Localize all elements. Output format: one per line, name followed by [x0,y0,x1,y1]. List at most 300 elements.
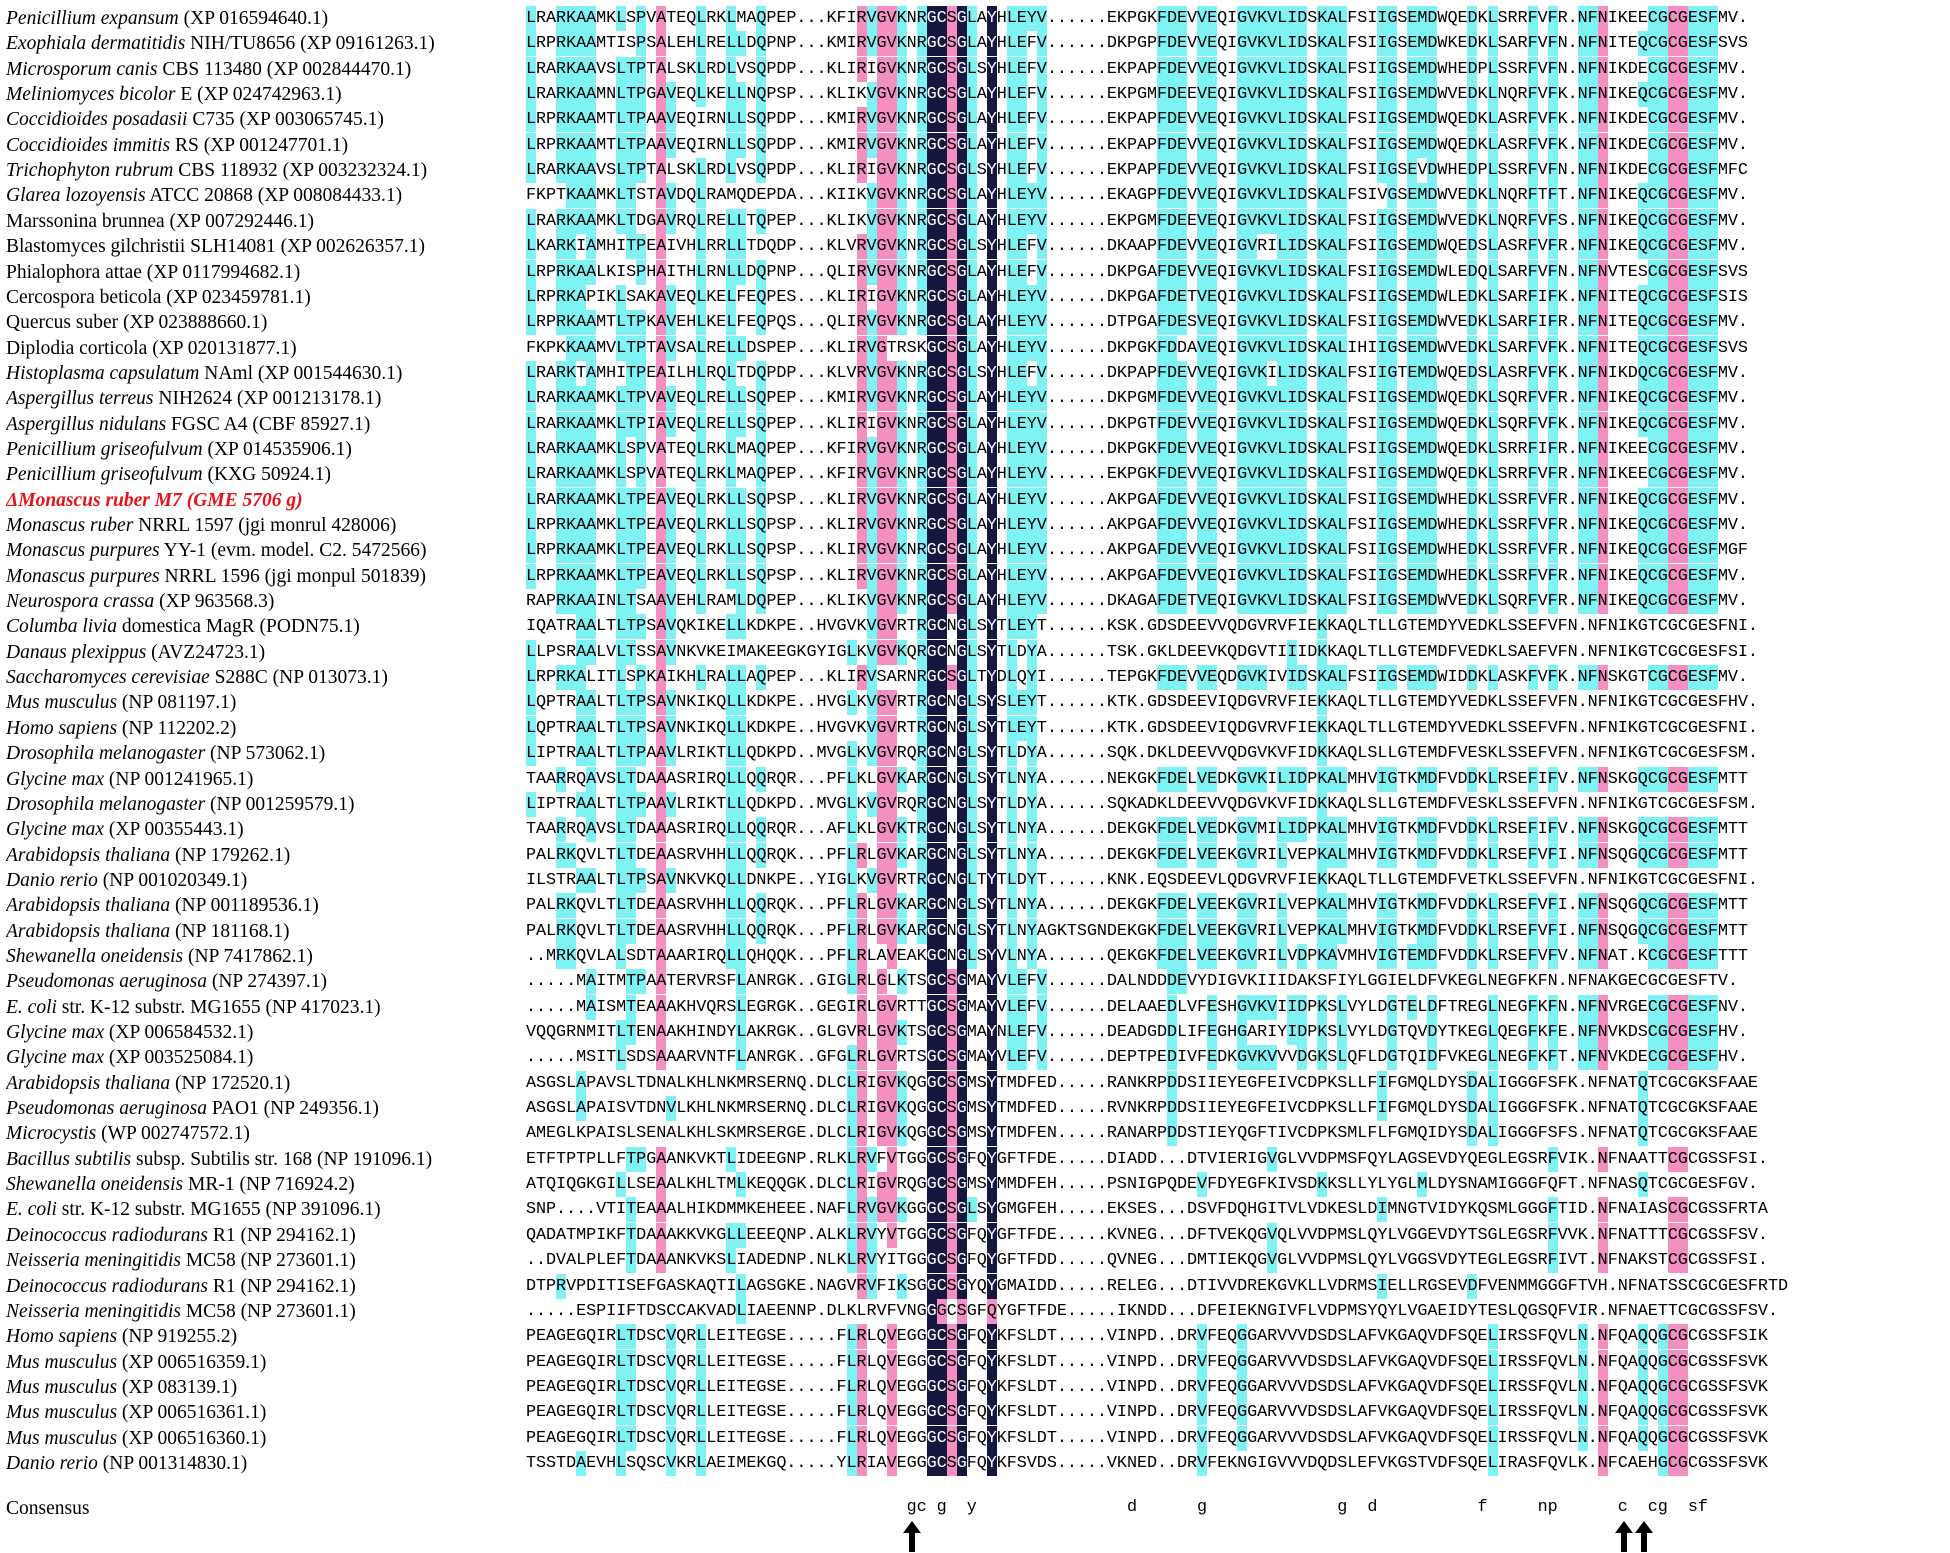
residue: W [1437,34,1448,54]
residue: . [1086,186,1097,206]
residue: C [937,57,947,82]
residue: Q [536,718,547,738]
residue: S [1497,389,1508,409]
residue: S [1497,592,1508,612]
residue: F [1427,972,1438,992]
residue: I [1297,870,1308,890]
residue: H [996,161,1007,181]
residue: P [786,668,797,688]
residue: L [736,513,746,538]
residue: D [1177,794,1188,814]
residue: R [1517,110,1528,130]
residue: D [1457,668,1468,688]
residue: I [1367,287,1378,307]
residue: E [1688,589,1698,614]
residue: . [806,617,817,637]
residue: R [917,690,927,715]
residue: N [606,592,617,612]
residue: V [1257,870,1268,890]
residue: V [1187,414,1198,434]
residue: E [1407,564,1417,589]
residue: F [1157,564,1167,589]
residue: K [1617,110,1628,130]
species-italic: Deinococcus radiodurans [6,1224,209,1246]
residue: N [906,363,917,383]
residue: H [996,237,1007,257]
residue: G [1637,693,1648,713]
residue: F [1287,718,1298,738]
residue: E [1517,820,1528,840]
residue: A [656,158,666,183]
residue: . [806,870,817,890]
residue: Q [776,769,787,789]
residue: N [1598,437,1608,462]
residue: . [1056,389,1067,409]
residue: Q [1447,414,1458,434]
residue: . [1567,820,1578,840]
residue: . [816,845,827,865]
residue: . [806,439,817,459]
residue: S [1698,209,1708,234]
residue: T [626,488,636,513]
residue: R [536,313,547,333]
residue: F [1708,589,1718,614]
residue: F [1708,412,1718,437]
residue: V [586,921,597,941]
residue: V [1207,693,1218,713]
residue: . [1086,161,1097,181]
residue: S [1357,541,1368,561]
residue: K [1116,237,1127,257]
residue: L [736,741,746,766]
residue: F [1437,946,1448,966]
residue: F [1717,718,1728,738]
residue: E [1627,972,1638,992]
residue: A [976,186,987,206]
residue: G [1247,794,1258,814]
residue: R [1517,186,1528,206]
residue: A [1327,893,1337,918]
residue: P [766,211,777,231]
residue: T [1477,870,1488,890]
residue: K [1146,845,1158,865]
residue: V [1187,566,1198,586]
residue: . [1076,870,1087,890]
residue: V [1247,817,1257,842]
residue: . [806,820,817,840]
residue: E [1177,538,1187,563]
residue: V [1247,919,1257,944]
residue: Q [1217,211,1228,231]
residue: P [1146,186,1158,206]
residue: L [1488,183,1498,208]
residue: . [796,870,807,890]
residue: R [857,538,867,563]
residue: E [716,414,727,434]
residue: M [1417,234,1427,259]
species-italic: Pseudomonas aeruginosa [6,1098,207,1120]
residue: . [1096,642,1107,662]
residue: A [656,133,666,158]
residue: K [897,158,907,183]
residue: F [1327,972,1338,992]
residue: V [666,183,676,208]
residue: I [1367,161,1378,181]
residue: T [1367,642,1378,662]
residue: V [887,944,897,969]
residue: V [1197,6,1207,31]
species-accession: NRRL 1597 (jgi monrul 428006) [133,515,397,536]
residue: K [1317,893,1327,918]
residue: Q [1217,566,1228,586]
residue: A [976,313,987,333]
residue: G [927,690,937,715]
residue: T [1036,617,1047,637]
residue: Y [987,919,997,944]
residue: R [896,668,907,688]
residue: V [1267,82,1277,107]
residue: M [596,9,607,28]
residue: E [716,338,727,358]
residue: C [937,589,947,614]
residue: P [776,718,787,738]
residue: G [1678,538,1688,563]
residue: A [746,972,757,992]
residue: D [1297,82,1307,107]
residue: L [1488,817,1498,842]
residue: L [1337,437,1347,462]
residue: Q [1638,361,1648,386]
residue: . [796,338,807,358]
residue: . [806,592,817,612]
residue: G [927,792,937,817]
residue: I [846,135,857,155]
residue: M [1417,513,1427,538]
residue: R [536,34,547,54]
residue: K [1327,718,1338,738]
residue: E [1017,513,1027,538]
residue: E [1417,870,1428,890]
residue: R [566,820,577,840]
residue: F [1557,693,1568,713]
residue: E [1307,617,1318,637]
residue: . [1066,34,1077,54]
residue: Y [1027,589,1037,614]
residue: Y [1027,538,1037,563]
residue: I [1367,9,1378,28]
residue: . [1066,186,1077,206]
residue: R [1517,338,1528,358]
residue: L [726,133,736,158]
residue: E [1688,919,1698,944]
residue: K [1617,439,1628,459]
residue: K [566,437,576,462]
residue: T [626,817,636,842]
residue: L [736,31,746,56]
residue: P [636,792,646,817]
residue: E [676,972,687,992]
residue: Q [686,110,697,130]
residue: R [896,870,907,890]
sequence-row [526,386,1950,411]
residue: S [1397,439,1408,459]
residue: A [586,57,596,82]
residue: T [626,640,636,665]
residue: D [1297,183,1307,208]
residue: K [1257,336,1267,361]
residue: . [796,262,807,282]
residue: P [766,389,777,409]
residue: I [1367,135,1378,155]
residue: . [796,946,807,966]
residue: R [1517,592,1528,612]
species-italic: Coccidioides immitis [6,134,171,156]
residue: F [1026,110,1037,130]
residue: R [1557,9,1568,28]
residue: G [1658,183,1668,208]
residue: T [626,919,636,944]
residue: L [736,488,746,513]
residue: K [606,516,617,535]
residue: R [917,82,927,107]
residue: V [1197,462,1207,487]
residue: R [857,133,867,158]
residue: H [686,262,697,282]
residue: E [1017,462,1027,487]
residue: S [746,414,757,434]
residue: C [937,538,947,563]
residue: F [1347,439,1358,459]
residue: W [1437,135,1448,155]
residue: G [1387,57,1397,82]
residue: . [1086,972,1097,992]
residue: K [826,363,837,383]
species-italic: Danio rerio [6,1452,98,1474]
residue: I [1367,237,1378,257]
residue: D [1427,260,1437,285]
residue: S [786,313,797,333]
residue: A [1116,972,1127,992]
residue: F [1548,107,1558,132]
residue: E [786,718,797,738]
residue: D [1467,767,1477,792]
residue: . [1076,566,1087,586]
residue: G [1146,693,1158,713]
residue: R [786,769,797,789]
residue: Q [1217,161,1228,181]
residue: S [1497,338,1508,358]
residue: L [847,817,857,842]
residue: R [556,944,566,969]
residue: I [846,110,857,130]
residue: H [816,617,827,637]
residue: G [877,488,887,513]
residue: G [957,614,967,639]
residue: L [696,665,706,690]
residue: K [1407,820,1418,840]
residue: . [1076,516,1087,535]
residue: E [1017,82,1027,107]
residue: I [1737,642,1748,662]
residue: T [1397,946,1408,966]
residue: . [796,566,807,586]
residue: A [656,640,666,665]
residue: . [1056,211,1067,231]
residue: G [1397,693,1408,713]
residue: T [1617,262,1628,282]
residue: M [596,338,607,358]
residue: D [1167,767,1177,792]
residue: . [1056,363,1067,383]
residue: E [1177,133,1187,158]
residue: . [1046,135,1057,155]
residue: L [1488,488,1498,513]
residue: I [1267,363,1278,383]
residue: I [696,769,707,789]
residue: . [1046,794,1057,814]
residue: D [1167,538,1177,563]
residue: . [1056,668,1067,688]
residue: A [576,589,586,614]
residue: G [1227,972,1238,992]
residue: S [746,389,757,409]
residue: V [1247,843,1257,868]
residue: L [1277,817,1287,842]
residue: K [606,541,617,561]
residue: S [1167,693,1178,713]
residue: C [1668,310,1678,335]
residue: K [566,285,576,310]
residue: E [896,946,907,966]
residue: . [796,287,807,307]
residue: S [1397,59,1408,79]
residue: I [846,85,857,105]
sequence-row [526,183,1950,208]
residue: V [867,437,877,462]
residue: M [816,744,827,764]
residue: A [586,107,596,132]
residue: E [1177,82,1187,107]
residue: A [576,82,586,107]
residue: E [676,313,687,333]
residue: L [736,234,746,259]
residue: D [1307,794,1318,814]
residue: P [636,412,646,437]
residue: S [1307,363,1318,383]
residue: C [1668,183,1678,208]
residue: V [1197,285,1207,310]
residue: K [536,186,547,206]
residue: G [1237,944,1247,969]
species-accession: Diplodia corticola (XP 020131877.1) [6,337,297,359]
residue: R [556,57,566,82]
residue: . [1076,744,1087,764]
residue: D [1177,718,1188,738]
residue: S [1698,285,1708,310]
residue: V [867,260,877,285]
residue: Y [1027,564,1037,589]
residue: R [896,338,907,358]
residue: V [1367,845,1378,865]
residue: L [1187,896,1198,916]
residue: E [1627,439,1638,459]
residue: K [1477,287,1488,307]
residue: S [1698,513,1708,538]
residue: V [1247,107,1257,132]
species-accession: MR-1 (NP 716924.2) [183,1174,355,1196]
residue: N [946,744,957,764]
residue: V [1257,617,1268,637]
residue: A [656,868,666,893]
residue: . [816,465,827,485]
residue: C [1668,158,1678,183]
residue: G [1387,6,1397,31]
residue: A [586,412,596,437]
residue: E [1197,870,1208,890]
residue: N [1587,870,1598,890]
residue: V [1267,260,1277,285]
residue: G [1237,767,1247,792]
residue: L [967,133,977,158]
residue: L [1277,538,1287,563]
residue: D [1427,31,1437,56]
residue: E [1527,693,1538,713]
residue: D [1297,31,1307,56]
residue: E [676,465,687,485]
residue: . [806,744,817,764]
residue: . [1567,287,1578,307]
residue: V [666,868,676,893]
residue: S [676,896,687,916]
residue: D [1297,107,1307,132]
residue: . [806,896,817,916]
residue: K [1477,211,1488,231]
residue: I [1607,287,1618,307]
residue: P [1146,59,1158,79]
residue: V [867,640,877,665]
residue: Q [756,82,766,107]
residue: P [1126,161,1138,181]
residue: G [1637,870,1648,890]
residue: G [1136,516,1148,535]
residue: V [887,158,897,183]
residue: V [1197,767,1207,792]
residue: K [1617,592,1628,612]
residue: L [1187,820,1198,840]
residue: E [1297,845,1308,865]
residue: S [1727,794,1738,814]
residue: V [1217,617,1228,637]
residue: Q [536,693,547,713]
residue: F [1588,57,1598,82]
residue: S [1317,972,1328,992]
residue: . [1076,262,1087,282]
residue: F [1347,389,1358,409]
residue: D [1016,870,1027,890]
residue: . [1066,820,1077,840]
residue: L [967,741,977,766]
residue: L [736,133,746,158]
residue: S [1698,564,1708,589]
residue: E [646,896,657,916]
residue: A [546,617,557,637]
residue: A [1036,769,1047,789]
residue: Q [576,896,587,916]
residue: R [1517,389,1528,409]
residue: R [1267,693,1278,713]
residue: A [536,845,547,865]
residue: P [786,490,797,510]
